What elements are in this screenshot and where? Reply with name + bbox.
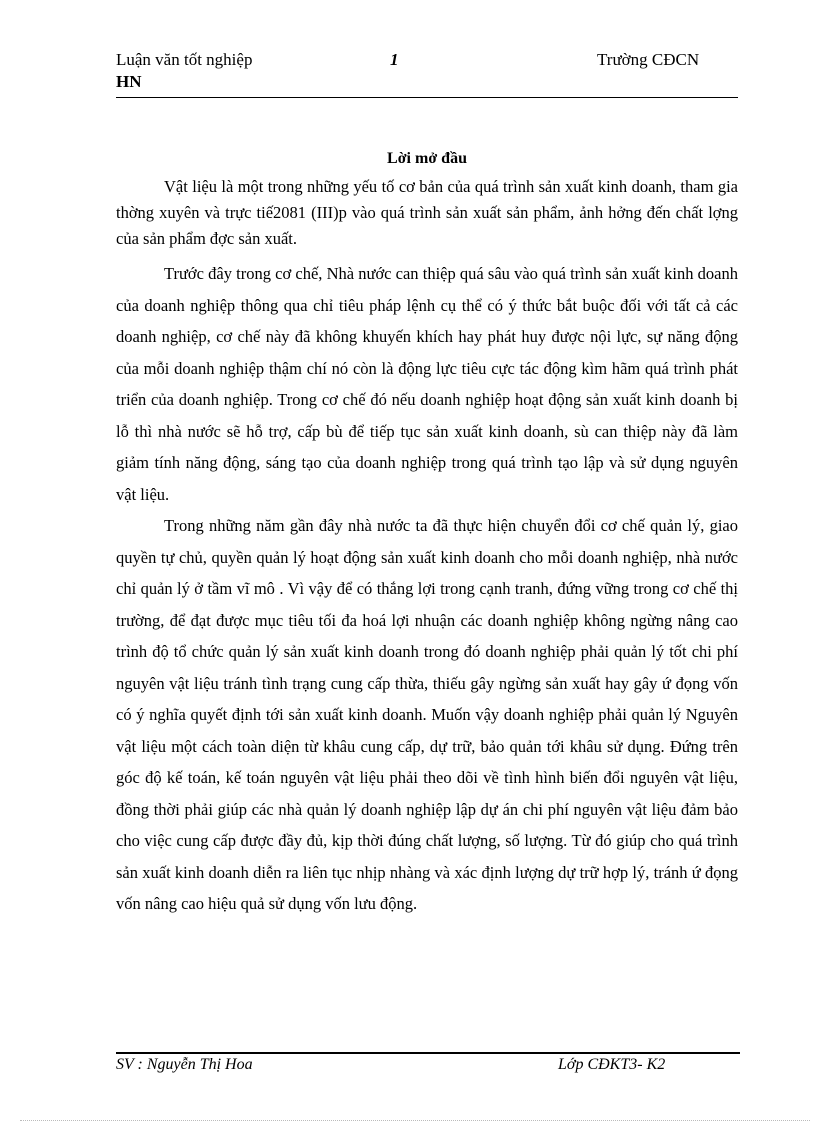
header-hn-label: HN xyxy=(116,72,142,91)
header-school-label: Trường CĐCN xyxy=(597,50,700,69)
page-bottom-border xyxy=(20,1120,810,1121)
paragraph-2: Trước đây trong cơ chế, Nhà nước can thiệp quá sâu vào quá trình sản xuất kinh doanh của doanh nghiệp thông qua chỉ tiêu pháp lệnh cụ thể có ý thức bắt buộc đối với tất cả các doanh nghiệp, cơ chế này đã không khuyến khích hay phát huy được nội lực, sự năng động của mỗi doanh nghiệp thậm chí nó còn là động lực tiêu cực tác động kìm hãm quá trình phát triển của doanh nghiệp. Trong cơ chế đó nếu doanh nghiệp hoạt động sản xuất kinh doanh bị lỗ thì nhà nước sẽ hỗ trợ, cấp bù để tiếp tục sản xuất kinh doanh, sù can thiệp này đã làm giảm tính năng động, sáng tạo của doanh nghiệp trong quá trình tạo lập và sử dụng nguyên vật liệu. xyxy=(116,264,738,504)
header-left xyxy=(116,50,252,92)
section-title: Lời mở đầu xyxy=(387,150,467,167)
footer-divider xyxy=(116,1052,740,1054)
body-text xyxy=(116,174,738,920)
paragraph-1: Vật liệu là một trong những yếu tố cơ bản của quá trình sản xuất kinh doanh, tham gia thờng xuyên và trực tiế2081 (III)p vào quá trình sản xuất sản phẩm, ảnh hởng đến chất lợng của sản phẩm đợc sản xuất. xyxy=(116,177,738,248)
header-divider xyxy=(116,97,738,98)
paragraph-3: Trong những năm gần đây nhà nước ta đã thực hiện chuyển đổi cơ chế quản lý, giao quyền tự chủ, quyền quản lý hoạt động sản xuất kinh doanh cho mỗi doanh nghiệp, nhà nước chỉ quản lý ở tầm vĩ mô . Vì vậy để có thắng lợi trong cạnh tranh, đứng vững trong cơ chế thị trường, để đạt được mục tiêu tối đa hoá lợi nhuận các doanh nghiệp không ngừng nâng cao trình độ tổ chức quản lý sản xuất kinh doanh trong đó doanh nghiệp phải quản lý tốt chi phí nguyên vật liệu tránh tình trạng cung cấp thừa, thiếu gây ngừng sản xuất hay gây ứ đọng vốn có ý nghĩa quyết định tới sản xuất kinh doanh. Muốn vậy doanh nghiệp phải quản lý Nguyên vật liệu một cách toàn diện từ khâu cung cấp, dự trữ, bảo quản tới khâu sử dụng. Đứng trên góc độ kế toán, kế toán nguyên vật liệu phải theo dõi về tình hình biến đổi nguyên vật liệu, đồng thời phải giúp các nhà quản lý doanh nghiệp lập dự án chi phí nguyên vật liệu đảm bảo cho việc cung cấp được đầy đủ, kịp thời đúng chất lượng, số lượng. Từ đó giúp cho quá trình sản xuất kinh doanh diễn ra liên tục nhịp nhàng và xác định lượng dự trữ hợp lý, tránh ứ đọng vốn nâng cao hiệu quả sử dụng vốn lưu động. xyxy=(116,516,738,913)
footer-class-label: Lớp CĐKT3- K2 xyxy=(558,1056,666,1073)
page-number: 1 xyxy=(390,50,399,69)
footer-student-name: SV : Nguyễn Thị Hoa xyxy=(116,1056,253,1073)
header-thesis-label: Luận văn tốt nghiệp xyxy=(116,50,253,69)
